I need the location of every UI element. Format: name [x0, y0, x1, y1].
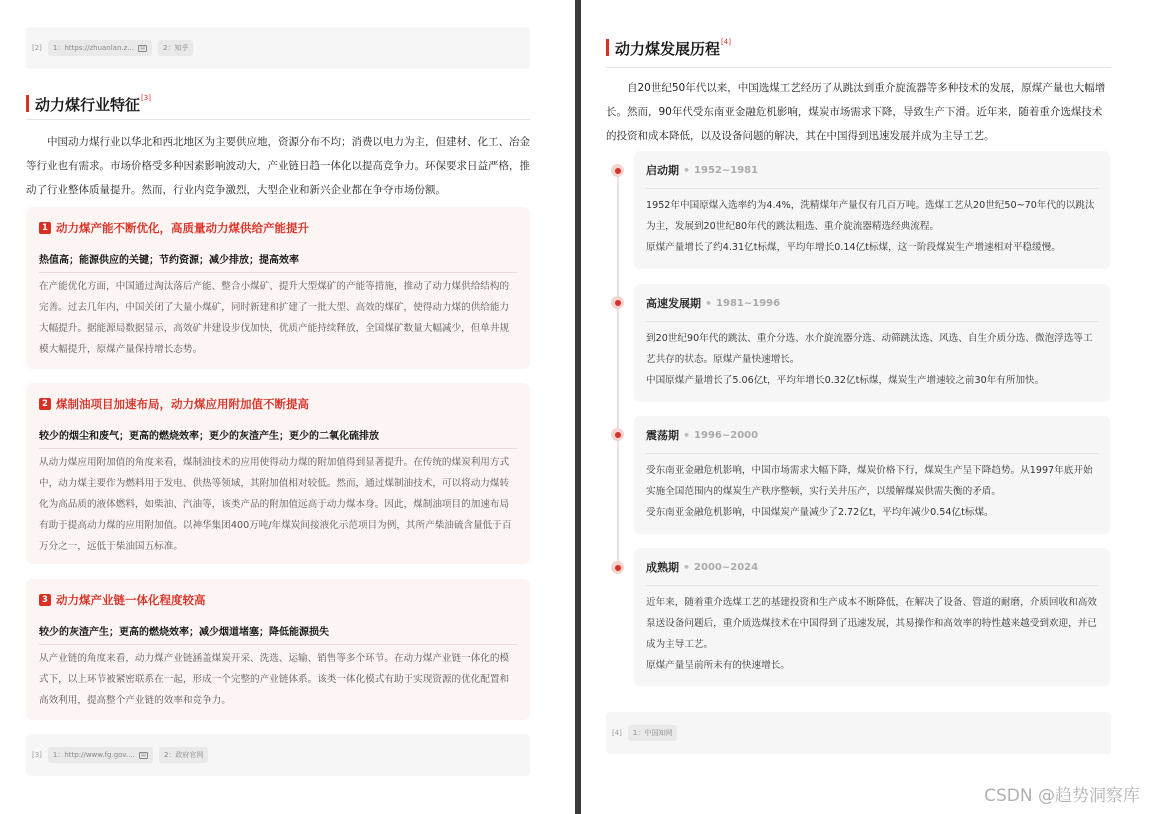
source-chip-site[interactable] — [158, 40, 193, 56]
timeline-card-body — [646, 592, 1098, 676]
timeline-stage: 成熟期 — [646, 561, 679, 574]
section-title-text: 动力煤发展历程 — [615, 40, 721, 58]
feature-card-body: 从产业链的角度来看，动力煤产业链涵盖煤炭开采、洗选、运输、销售等多个环节。在动力煤产业链一体化的模式下，以上环节被紧密联系在一起，形成一个完整的产业链体系。该类一体化模式有助于实现资源的优化配置和高效利用，提高整个产业链的效率和竞争力。 — [39, 653, 510, 706]
timeline-text: 受东南亚金融危机影响，中国市场需求大幅下降，煤炭价格下行，煤炭生产呈下降趋势。从1997年底开始实施全国范围内的煤炭生产秩序整顿，实行关井压产，以缓解煤炭供需失衡的矛盾。 — [646, 465, 1093, 497]
timeline-stage: 高速发展期 — [646, 297, 701, 310]
timeline-card-divider — [646, 188, 1098, 189]
source-number: [2] — [32, 44, 42, 52]
feature-card — [26, 383, 530, 564]
source-box-top — [26, 27, 530, 69]
feature-card-body: 从动力煤应用附加值的角度来看，煤制油技术的应用使得动力煤的附加值得到显著提升。在传统的煤炭利用方式中，动力煤主要作为燃料用于发电、供热等领域，其附加值相对较低。然而，通过煤制油技术，可以将动力煤转化为高品质的液体燃料，如柴油、汽油等，该类产品的附加值远高于动力煤本身。因此，煤制油项目的加速布局有助于提高动力煤的应用附加值。以神华集团400万吨/年煤炭间接液化示范项目为例，其所产柴油硫含量低于百万分之一，远低于柴油国五标准。 — [39, 457, 512, 552]
timeline-text: 到20世纪90年代的跳汰、重介分选、水介旋流器分选、动筛跳汰选、风选、自生介质分选、微泡浮选等工艺共存的状态。原煤产量快速增长。 — [646, 333, 1093, 365]
source-chip-link[interactable] — [48, 40, 152, 56]
source-chip-label: 1：中国知网 — [632, 729, 673, 737]
feature-card-highlight: 较少的灰渣产生；更高的燃烧效率；减少烟道堵塞；降低能源损失 — [39, 627, 329, 638]
link-icon: ▤ — [139, 752, 148, 759]
source-chip-label: 1：https://zhuanlan.z... — [52, 44, 134, 52]
section-title — [26, 94, 151, 115]
timeline-text: 原煤产量增长了约4.31亿t标煤，平均年增长0.14亿t标煤，这一阶段煤炭生产增速相对平稳缓慢。 — [646, 242, 1061, 253]
timeline-dot — [611, 164, 624, 177]
timeline-card — [634, 548, 1110, 686]
feature-card-divider — [39, 448, 517, 449]
number-badge: 2 — [39, 398, 51, 410]
timeline-text: 中国原煤产量增长了5.06亿t，平均年增长0.32亿t标煤，煤炭生产增速较之前30年有所加快。 — [646, 375, 1045, 386]
timeline-text: 近年来，随着重介选煤工艺的基建投资和生产成本不断降低，在解决了设备、管道的耐磨，介质回收和高效泵送设备问题后，重介质选煤技术在中国得到了迅速发展，其易操作和高效率的特性越来越受到欢迎，并已成为主导工艺。 — [646, 597, 1097, 650]
source-chip-label: 2：政府官网 — [163, 751, 204, 759]
timeline-dot — [611, 561, 624, 574]
source-chip-label: 1：http://www.fg.gov.... — [52, 751, 135, 759]
source-chip-site[interactable] — [628, 725, 677, 741]
source-chip-link[interactable] — [48, 747, 153, 763]
feature-card-title-text: 煤制油项目加速布局，动力煤应用附加值不断提高 — [56, 397, 309, 411]
timeline-stage: 震荡期 — [646, 429, 679, 442]
feature-card-body: 在产能优化方面，中国通过淘汰落后产能、整合小煤矿、提升大型煤矿的产能等措施，推动了动力煤供给结构的完善。过去几年内，中国关闭了大量小煤矿，同时新建和扩建了一批大型、高效的煤矿，使得动力煤的供给能力大幅提升。据能源局数据显示，高效矿井建设步伐加快，优质产能持续释放，全国煤矿数量大幅减少，但单井规模大幅提升，原煤产量保持增长态势。 — [39, 281, 510, 355]
timeline-card-header: 启动期 • 1952~1981 — [646, 163, 759, 177]
feature-card-title — [39, 592, 517, 608]
section-intro: 自20世纪50年代以来，中国选煤工艺经历了从跳汰到重介旋流器等多种技术的发展，原煤产量也大幅增长。然而，90年代受东南亚金融危机影响，煤炭市场需求下降，导致生产下滑。近年来，随着重介选煤技术的投资和成本降低，以及设备问题的解决，其在中国得到迅速发展并成为主导工艺。 — [606, 82, 1106, 142]
timeline-card — [634, 284, 1110, 402]
number-badge: 3 — [39, 594, 51, 606]
timeline-years: 1981~1996 — [716, 297, 781, 309]
timeline-dot — [611, 296, 624, 309]
timeline-card-header: 成熟期 • 2000~2024 — [646, 560, 759, 574]
timeline-years: 1996~2000 — [694, 429, 759, 441]
source-number: [4] — [612, 729, 622, 737]
number-badge: 1 — [39, 222, 51, 234]
section-title-text: 动力煤行业特征 — [35, 96, 141, 114]
timeline-years: 1952~1981 — [694, 164, 759, 176]
section-divider — [606, 67, 1111, 68]
feature-card-title-text: 动力煤产能不断优化，高质量动力煤供给产能提升 — [56, 221, 309, 235]
source-number: [3] — [32, 751, 42, 759]
feature-card — [26, 207, 530, 369]
timeline-line — [617, 170, 619, 570]
timeline-text: 1952年中国原煤入选率约为4.4%，洗精煤年产量仅有几百万吨。选煤工艺从20世纪50~70年代的以跳汰为主，发展到20世纪80年代的跳汰粗选、重介旋流器精选经典流程。 — [646, 200, 1095, 232]
source-chip-site[interactable] — [159, 747, 208, 763]
feature-card-title-text: 动力煤产业链一体化程度较高 — [56, 593, 206, 607]
timeline-card-header: 高速发展期 • 1981~1996 — [646, 296, 781, 310]
feature-card — [26, 579, 530, 720]
section-title — [606, 38, 731, 59]
section-divider — [26, 119, 530, 120]
source-box-right — [606, 712, 1111, 754]
timeline-card — [634, 416, 1110, 534]
feature-card-highlight: 较少的烟尘和废气；更高的燃烧效率；更少的灰渣产生；更少的二氧化硫排放 — [39, 431, 379, 442]
feature-card-title — [39, 220, 517, 236]
timeline-stage: 启动期 — [646, 164, 679, 177]
feature-card-divider — [39, 272, 517, 273]
source-box-bottom — [26, 734, 530, 776]
timeline-text: 受东南亚金融危机影响，中国煤炭产量减少了2.72亿t，平均年减少0.54亿t标煤。 — [646, 507, 994, 518]
timeline-text: 原煤产量呈前所未有的快速增长。 — [646, 660, 790, 671]
citation-ref[interactable]: [3] — [141, 94, 151, 102]
timeline-card-header: 震荡期 • 1996~2000 — [646, 428, 759, 442]
timeline-card-divider — [646, 321, 1098, 322]
source-chip-label: 2：知乎 — [163, 44, 189, 52]
timeline-years: 2000~2024 — [694, 561, 759, 573]
watermark: CSDN @趋势洞察库 — [984, 786, 1140, 806]
feature-card-highlight: 热值高；能源供应的关键；节约资源；减少排放；提高效率 — [39, 255, 299, 266]
timeline-card-divider — [646, 585, 1098, 586]
link-icon: ▤ — [138, 45, 147, 52]
citation-ref[interactable]: [4] — [721, 38, 731, 46]
feature-card-divider — [39, 644, 517, 645]
timeline-card-divider — [646, 453, 1098, 454]
left-page — [0, 0, 576, 814]
section-intro: 中国动力煤行业以华北和西北地区为主要供应地，资源分布不均；消费以电力为主，但建材、化工、冶金等行业也有需求。市场价格受多种因素影响波动大，产业链日趋一体化以提高竞争力。环保要求日益严格，推动了行业整体质量提升。然而，行业内竞争激烈，大型企业和新兴企业都在争夺市场份额。 — [26, 136, 530, 196]
timeline-card-body — [646, 328, 1098, 391]
timeline-card-body — [646, 195, 1098, 258]
page-divider — [575, 0, 581, 814]
timeline-card-body — [646, 460, 1098, 523]
feature-card-title — [39, 396, 517, 412]
timeline-card — [634, 151, 1110, 269]
timeline-dot — [611, 428, 624, 441]
